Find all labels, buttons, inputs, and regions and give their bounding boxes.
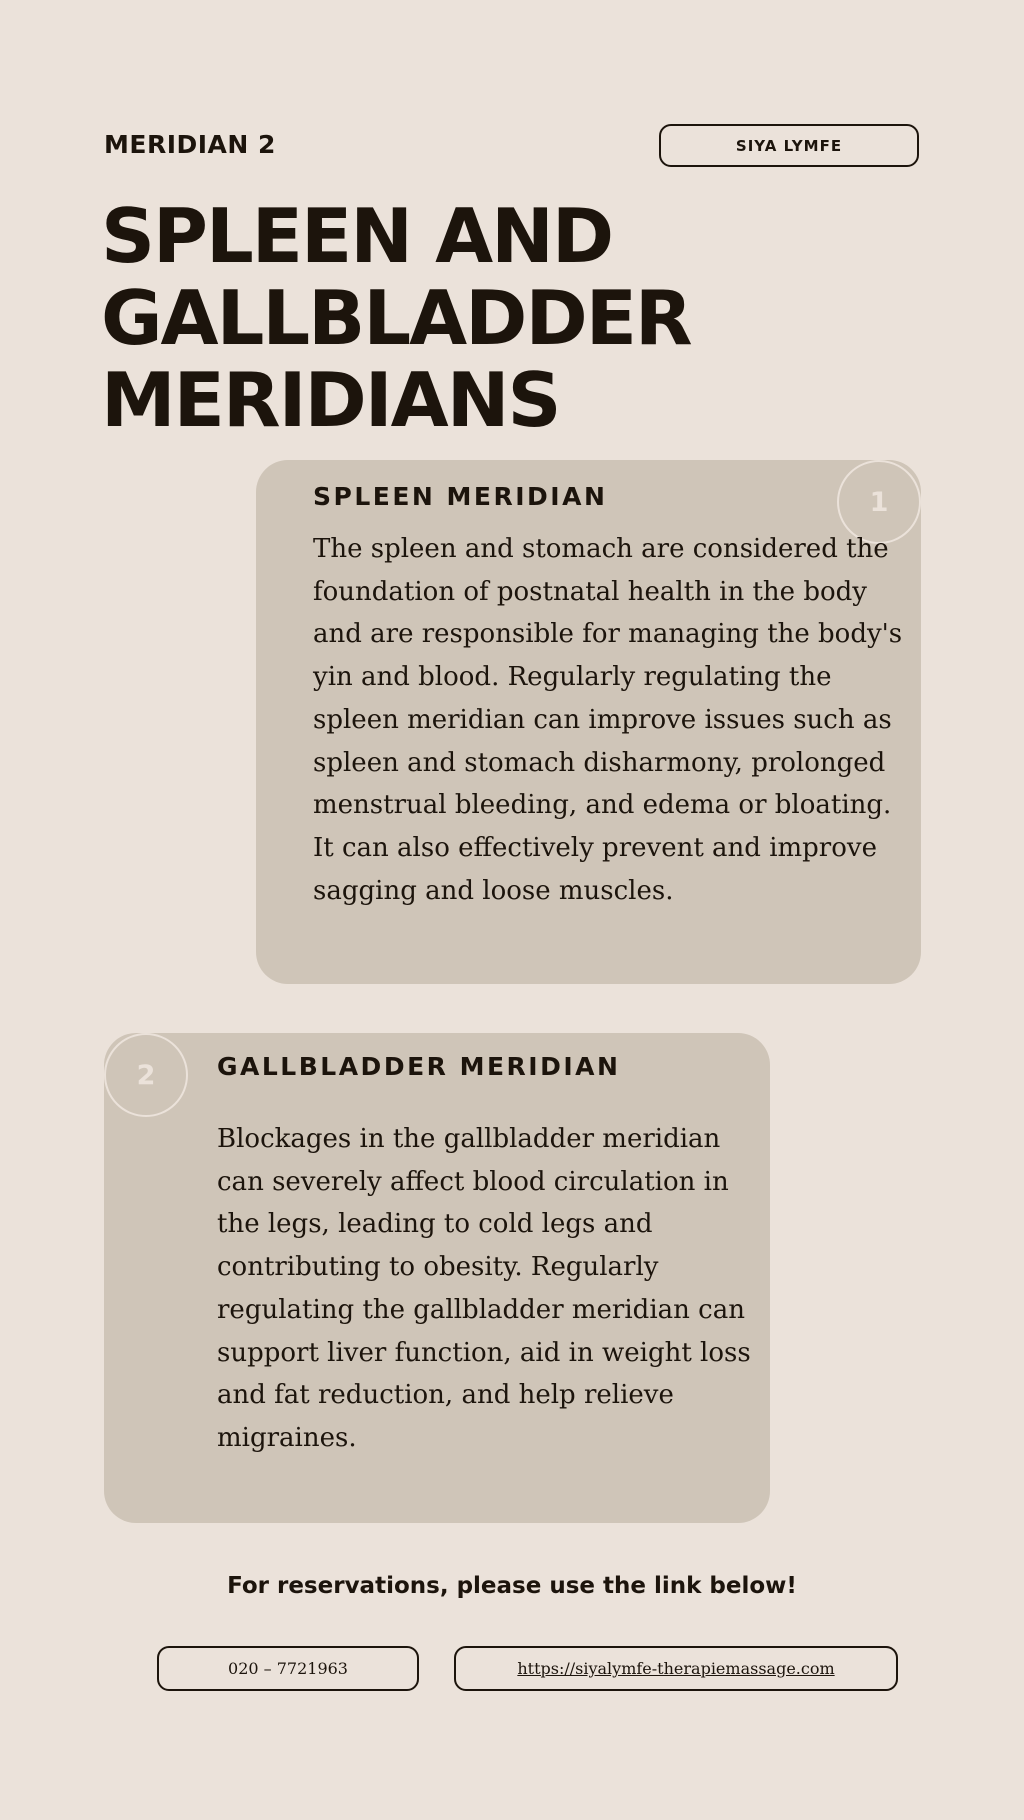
phone-number-button[interactable]: 020 – 7721963	[157, 1646, 419, 1691]
spleen-meridian-text: The spleen and stomach are considered the foundation of postnatal health in the body and are responsible for managing the body's yin and blood. Regularly regulating the spleen meridian can improve issues such as spleen and stomach disharmony, prolonged menstrual bleeding, and edema or bloating. It can also effectively prevent and improve sagging and loose muscles.	[313, 534, 903, 906]
reservation-prompt: For reservations, please use the link below!	[227, 1573, 797, 1599]
spleen-meridian-heading: SPLEEN MERIDIAN	[313, 482, 608, 511]
gallbladder-meridian-heading: GALLBLADDER MERIDIAN	[217, 1052, 621, 1081]
website-link-button[interactable]: https://siyalymfe-therapiemassage.com	[454, 1646, 898, 1691]
gallbladder-meridian-card	[104, 1033, 770, 1523]
spleen-meridian-card	[256, 460, 921, 984]
brand-badge: SIYA LYMFE	[659, 124, 919, 167]
section-number-badge: 1	[837, 460, 921, 544]
gallbladder-meridian-text: Blockages in the gallbladder meridian can severely affect blood circulation in the legs, leading to cold legs and contributing to obesity. Regularly regulating the gallbladder meridian can support liver function, aid in weight loss and fat reduction, and help relieve migraines.	[217, 1124, 751, 1453]
page-title: SPLEEN AND GALLBLADDER MERIDIANS	[101, 192, 691, 444]
meridian-kicker: MERIDIAN 2	[104, 130, 276, 159]
section-number-badge: 2	[104, 1033, 188, 1117]
